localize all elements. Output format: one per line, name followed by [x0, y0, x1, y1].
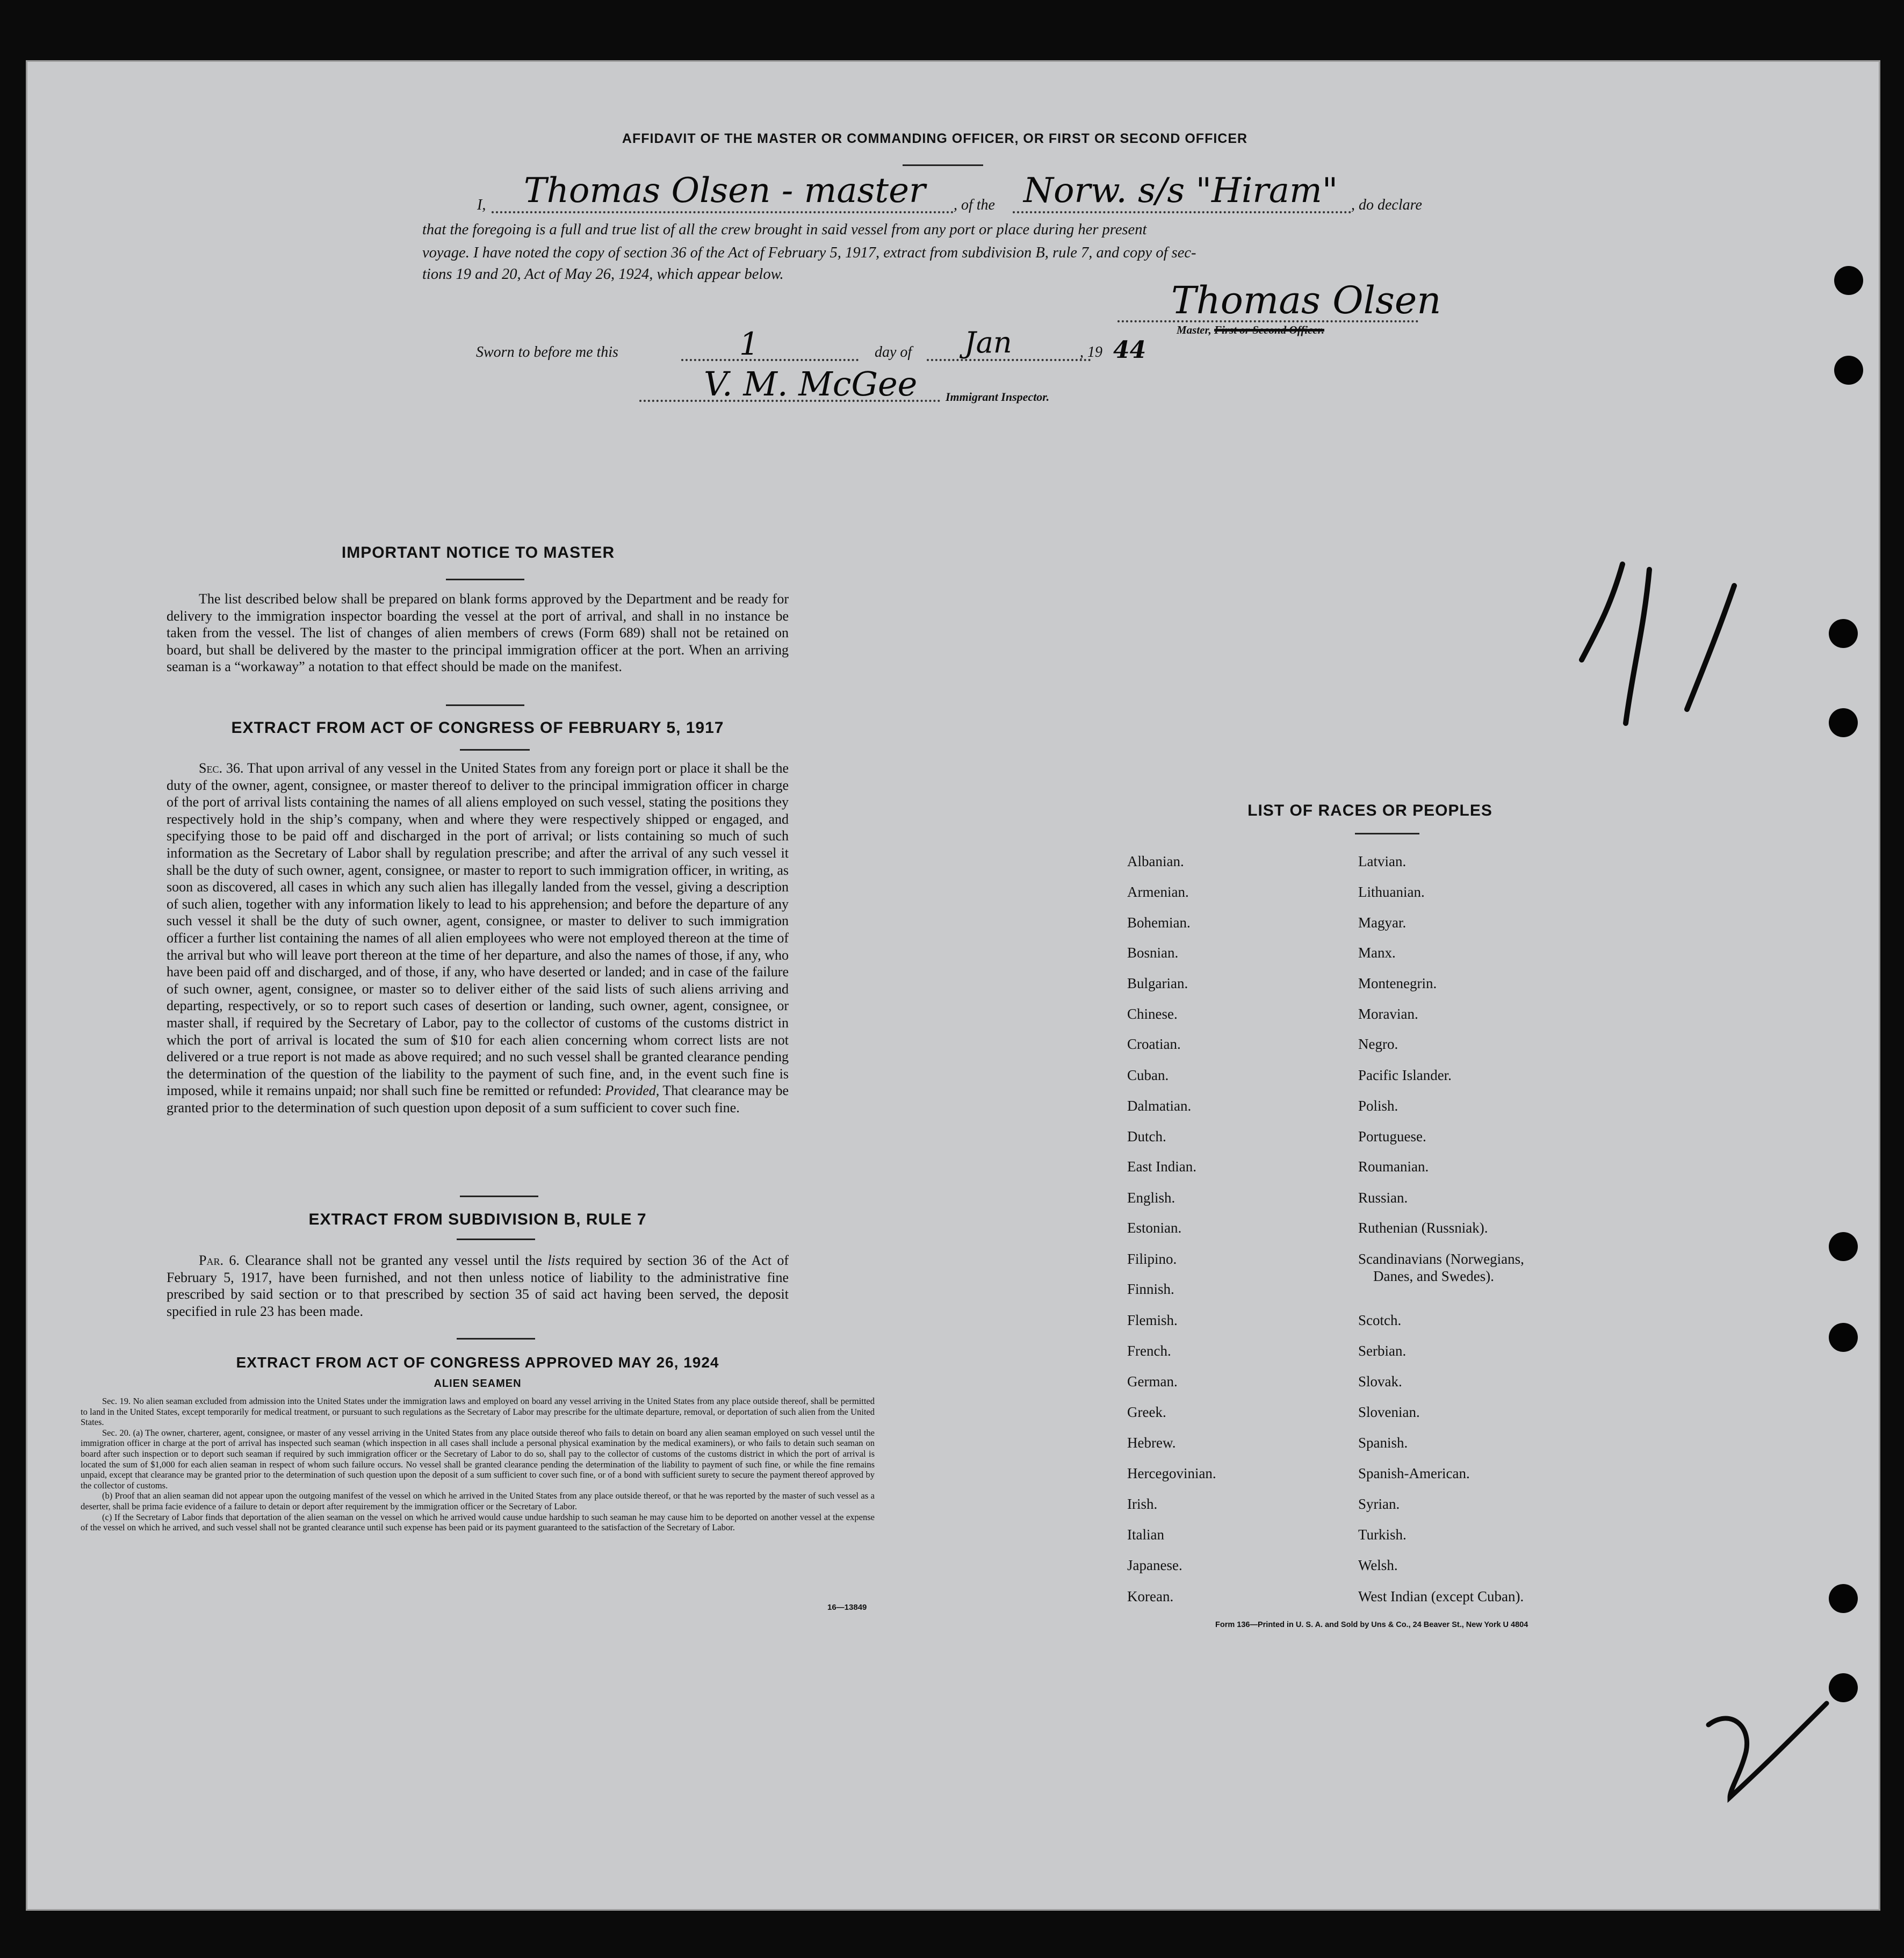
divider: [460, 749, 530, 751]
master-label-struck: First or Second Officer.: [1214, 323, 1324, 336]
race-item: Albanian.: [1127, 853, 1184, 869]
alien-seamen-subtitle: ALIEN SEAMEN: [434, 1378, 522, 1390]
race-item: Estonian.: [1127, 1220, 1182, 1236]
race-item: Bulgarian.: [1127, 975, 1188, 991]
extract-1917-title: EXTRACT FROM ACT OF CONGRESS OF FEBRUARY 5, 1917: [231, 719, 724, 737]
punch-hole: [1829, 619, 1858, 648]
divider: [903, 164, 983, 166]
provided-word: Provided,: [605, 1083, 660, 1099]
tally-stroke: [1582, 564, 1622, 660]
races-title: LIST OF RACES OR PEOPLES: [1247, 802, 1492, 819]
sec-19-paragraph: Sec. 19. No alien seaman excluded from admission into the United States under the immigration laws and employed on board any vessel arriving in the United States from any place outside thereof, shall be permitted to land in the United States, except temporarily for medical treatment, or pursuant to such regulations as the Secretary of Labor may prescribe for the ultimate departure, removal, or deportation of such alien from the United States.: [81, 1396, 875, 1428]
punch-hole: [1829, 1232, 1858, 1261]
race-item: Bosnian.: [1127, 945, 1179, 961]
signature-line: [1117, 320, 1418, 322]
race-item: Hebrew.: [1127, 1435, 1176, 1451]
race-item: German.: [1127, 1373, 1178, 1390]
inspector-label: Immigrant Inspector.: [946, 390, 1050, 404]
race-item: Hercegovinian.: [1127, 1465, 1216, 1481]
race-item: Filipino.: [1127, 1251, 1177, 1267]
sworn-month-handwritten: Jan: [964, 326, 1012, 359]
vessel-name-handwritten: Norw. s/s "Hiram": [1023, 171, 1338, 211]
master-label: [1177, 323, 1324, 337]
lists-word: lists: [547, 1252, 571, 1268]
race-item: Scandinavians (Norwegians,: [1358, 1251, 1524, 1267]
race-item: Moravian.: [1358, 1006, 1418, 1022]
tally-stroke: [1687, 586, 1734, 709]
form-footer: Form 136—Printed in U. S. A. and Sold by Uns & Co., 24 Beaver St., New York U 4804: [1215, 1621, 1528, 1629]
race-item: Slovenian.: [1358, 1404, 1420, 1420]
year-prefix: , 19: [1080, 344, 1102, 361]
race-item: Polish.: [1358, 1098, 1398, 1114]
race-item: East Indian.: [1127, 1158, 1196, 1175]
punch-hole: [1834, 266, 1863, 295]
par-6-text-a: Clearance shall not be granted any vessel until the: [245, 1252, 542, 1268]
divider: [446, 579, 524, 580]
master-signature: Thomas Olsen: [1171, 278, 1441, 322]
sec-20a-paragraph: Sec. 20. (a) The owner, charterer, agent, consignee, or master of any vessel arriving in the United States from any place outside thereof who fails to detain on board any alien seaman employed on such vessel until the immigration officer in charge at the port of arrival has inspected such seaman (which inspection in all cases shall include a personal physical examination by the medical examiners), or who fails to detain such seaman on board after such inspection or to deport such seaman if required by such immigration officer or the Secretary of Labor to do so, shall pay to the collector of customs of the customs district in which the port of arrival is located the sum of $1,000 for each alien seaman in respect of whom such failure occurs. No vessel shall be granted clearance pending the determination of the liability to payment of such fine, or while the fine remains unpaid, except that clearance may be granted prior to the determination of such question upon the deposit of a sum sufficient to cover such fine, or of a bond with sufficient surety to secure the payment thereof approved by the collector of customs.: [81, 1427, 875, 1491]
race-item: Danes, and Swedes).: [1373, 1268, 1494, 1284]
divider: [1355, 833, 1419, 834]
race-item: Ruthenian (Russniak).: [1358, 1220, 1488, 1236]
race-item: Spanish.: [1358, 1435, 1408, 1451]
race-item: Bohemian.: [1127, 915, 1191, 931]
affidavit-title: AFFIDAVIT OF THE MASTER OR COMMANDING OFFICER, OR FIRST OR SECOND OFFICER: [622, 131, 1248, 146]
par-6-text-b: required by section 36 of the Act of February 5, 1917, have been furnished, and not then unless notice of liability to the administrative fine prescribed by said section or to that prescribed by section 35 of said act having been served, the deposit specified in rule 23 has been made.: [167, 1252, 789, 1319]
race-item: Spanish-American.: [1358, 1465, 1470, 1481]
race-item: West Indian (except Cuban).: [1358, 1588, 1524, 1604]
race-item: Magyar.: [1358, 915, 1407, 931]
race-item: Roumanian.: [1358, 1158, 1429, 1175]
day-of-label: day of: [875, 344, 912, 361]
divider: [446, 704, 524, 706]
name-line: [492, 211, 954, 213]
rule-7-text: [167, 1252, 789, 1320]
race-item: English.: [1127, 1190, 1175, 1206]
race-item: Korean.: [1127, 1588, 1174, 1604]
affidavit-body-line3: tions 19 and 20, Act of May 26, 1924, which appear below.: [422, 266, 784, 283]
race-item: Syrian.: [1358, 1496, 1400, 1512]
race-item: Scotch.: [1358, 1312, 1402, 1328]
sec-20c-paragraph: (c) If the Secretary of Labor finds that deportation of the alien seaman on the vessel on which he arrived would cause undue hardship to such seaman he may cause him to be deported on another vessel at the expense of the vessel on which he arrived, and such vessel shall not be granted clearance until such expense has been paid or its payment guaranteed to the satisfaction of the Secretary of Labor.: [81, 1511, 875, 1533]
sworn-day-line: [681, 359, 859, 361]
extract-1924-text: [81, 1396, 875, 1533]
race-item: Finnish.: [1127, 1281, 1174, 1297]
race-item: Lithuanian.: [1358, 884, 1425, 900]
corner-mark-annotation: [1698, 1693, 1837, 1811]
punch-hole: [1829, 1323, 1858, 1352]
race-item: Dutch.: [1127, 1128, 1166, 1144]
race-item: Croatian.: [1127, 1036, 1181, 1052]
master-name-handwritten: Thomas Olsen - master: [524, 171, 926, 211]
race-item: Cuban.: [1127, 1067, 1169, 1083]
punch-hole: [1834, 356, 1863, 385]
race-item: Negro.: [1358, 1036, 1398, 1052]
divider: [457, 1239, 535, 1240]
notice-paragraph: The list described below shall be prepared on blank forms approved by the Department and be ready for delivery to the immigration inspector boarding the vessel at the port of arrival, and shall in no instance be taken from the vessel. The list of changes of alien members of crews (Form 689) shall not be retained on board, but shall be delivered by the master to the principal immigration officer at the port. When an arriving seaman is a “workaway” a notation to that effect should be made on the manifest.: [167, 591, 789, 675]
race-item: Dalmatian.: [1127, 1098, 1192, 1114]
sworn-label: Sworn to before me this: [476, 344, 618, 361]
par-6-paragraph: [167, 1252, 789, 1320]
punch-hole: [1829, 1584, 1858, 1613]
par-6-label: Par. 6.: [199, 1252, 240, 1268]
section-36-paragraph: [167, 760, 789, 1116]
affidavit-i-label: I,: [477, 197, 486, 213]
notice-title: IMPORTANT NOTICE TO MASTER: [341, 544, 615, 562]
race-item: Portuguese.: [1358, 1128, 1426, 1144]
of-the-label: , of the: [954, 197, 995, 213]
race-item: Manx.: [1358, 945, 1396, 961]
year-handwritten: 44: [1113, 336, 1146, 364]
race-item: Italian: [1127, 1527, 1164, 1543]
rule-7-title: EXTRACT FROM SUBDIVISION B, RULE 7: [308, 1211, 647, 1228]
race-item: French.: [1127, 1343, 1171, 1359]
race-item: Welsh.: [1358, 1557, 1398, 1573]
sec-36-text-end: That clearance may be granted prior to the determination of such question upon deposit of a sum sufficient to cover such fine.: [167, 1083, 789, 1115]
race-item: Serbian.: [1358, 1343, 1407, 1359]
extract-1917-text: [167, 760, 789, 1116]
sec-20b-paragraph: (b) Proof that an alien seaman did not appear upon the outgoing manifest of the vessel on which he arrived in the United States from any place outside thereof, or that he was reported by the master of such vessel as a deserter, shall be prima facie evidence of a failure to detain or deport after requirement by the immigration officer or the Secretary of Labor.: [81, 1491, 875, 1511]
divider: [460, 1196, 538, 1197]
race-item: Slovak.: [1358, 1373, 1402, 1390]
divider: [457, 1338, 535, 1340]
race-item: Montenegrin.: [1358, 975, 1437, 991]
sworn-day-handwritten: 1: [739, 326, 759, 362]
master-label-prefix: Master,: [1177, 323, 1211, 336]
tally-stroke: [1626, 570, 1649, 723]
notice-text: [167, 591, 789, 675]
race-item: Chinese.: [1127, 1006, 1178, 1022]
race-item: Greek.: [1127, 1404, 1166, 1420]
affidavit-body-line2: voyage. I have noted the copy of section 36 of the Act of February 5, 1917, extract from subdivision B, rule 7, and copy of sec-: [422, 244, 1196, 261]
sec-36-text: That upon arrival of any vessel in the United States from any foreign port or place it shall be the duty of the owner, agent, consignee, or master thereof to deliver to the principal immigration officer in charge of the port of arrival lists containing the names of all aliens employed on such vessel, stating the positions they respectively hold in the ship’s company, when and where they were respectively shipped or engaged, and specifying those to be paid off and discharged in the port of arrival; or lists containing so much of such information as the Secretary of Labor shall by regulation prescribe; and after the arrival of any such vessel it shall be the duty of such owner, agent, consignee, or master to report to such immigration officer, in writing, as soon as discovered, all cases in which any such alien has illegally landed from the vessel, giving a description of such alien, together with any information likely to lead to his apprehension; and before the departure of any such vessel it shall be the duty of such owner, agent, consignee, or master to deliver to such immigration officer a further list containing the names of all alien employees who were not employed thereon at the time of the arrival but who will leave port thereon at the time of her departure, and also the names of those, if any, who have been paid off and discharged, and of those, if any, who have deserted or landed; and in case of the failure of such owner, agent, consignee, or master so to deliver either of the said lists of such aliens arriving and departing, respectively, or so to report such cases of desertion or landing, such owner, agent, consignee, or master shall, if required by the Secretary of Labor, pay to the collector of customs of the customs district in which the port of arrival is located the sum of $10 for each alien concerning whom correct lists are not delivered or a true report is not made as above required; and no such vessel shall be granted clearance pending the determination of the question of the liability to the payment of such fine, and, in the event such fine is imposed, while it remains unpaid; nor shall such fine be remitted or refunded:: [167, 760, 789, 1099]
sec-36-label: Sec. 36.: [199, 760, 244, 776]
inspector-signature: V. M. McGee: [704, 364, 918, 404]
race-item: Latvian.: [1358, 853, 1407, 869]
race-item: Irish.: [1127, 1496, 1158, 1512]
race-item: Japanese.: [1127, 1557, 1182, 1573]
tally-annotation: [1574, 532, 1746, 736]
race-item: Turkish.: [1358, 1527, 1407, 1543]
vessel-line: [1013, 211, 1351, 213]
race-item: Russian.: [1358, 1190, 1408, 1206]
race-item: Armenian.: [1127, 884, 1189, 900]
corner-mark-stroke: [1708, 1703, 1827, 1797]
affidavit-body-line1: that the foregoing is a full and true list of all the crew brought in said vessel from any port or place during her present: [422, 221, 1147, 238]
extract-1924-title: EXTRACT FROM ACT OF CONGRESS APPROVED MAY 26, 1924: [236, 1354, 719, 1371]
punch-hole: [1829, 708, 1858, 737]
print-code: 16—13849: [827, 1603, 867, 1612]
race-item: Pacific Islander.: [1358, 1067, 1452, 1083]
race-item: Flemish.: [1127, 1312, 1178, 1328]
declare-label: , do declare: [1351, 197, 1422, 213]
